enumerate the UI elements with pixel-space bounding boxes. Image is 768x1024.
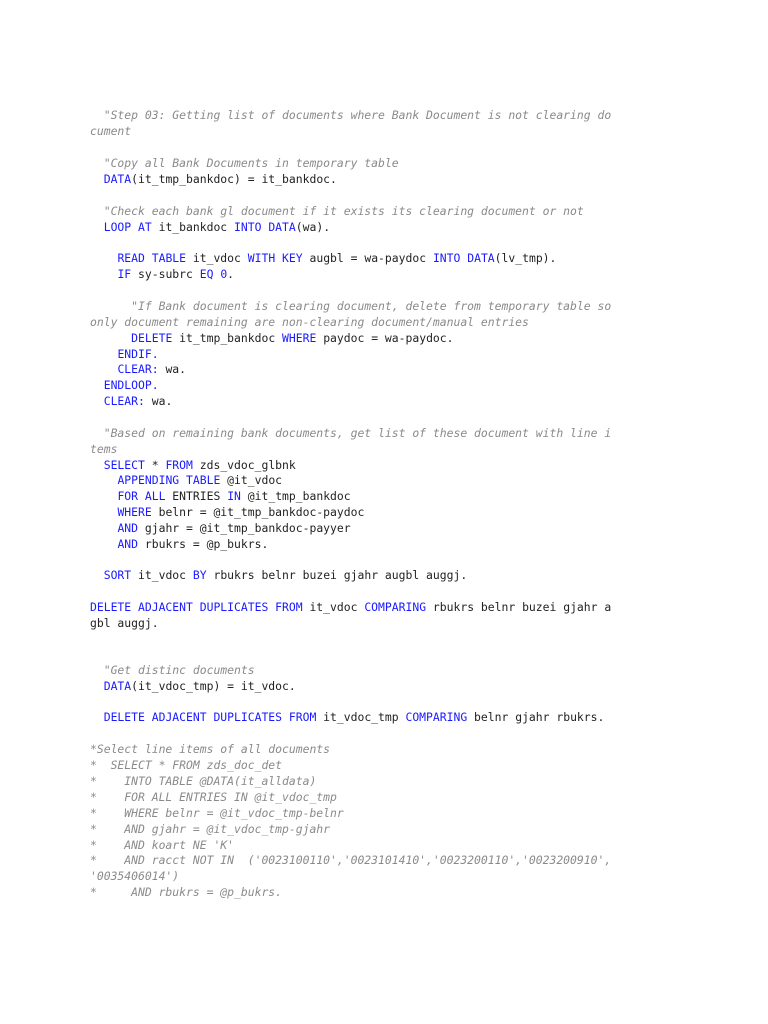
code-keyword: SORT	[103, 568, 132, 582]
code-keyword: IF	[117, 267, 132, 281]
code-line	[90, 678, 296, 694]
code-text	[90, 331, 131, 345]
code-line	[90, 773, 316, 789]
code-text	[90, 362, 117, 376]
code-text: it_vdoc	[186, 251, 248, 265]
code-keyword: DELETE ADJACENT DUPLICATES FROM	[90, 600, 303, 614]
code-text	[90, 458, 104, 472]
code-text: paydoc = wa-paydoc.	[316, 331, 454, 345]
code-keyword: WHERE	[117, 505, 152, 519]
code-text: zds_vdoc_glbnk	[192, 458, 296, 472]
code-text: (it_vdoc_tmp) = it_vdoc.	[131, 679, 296, 693]
code-text	[90, 251, 117, 265]
code-text: belnr gjahr rbukrs.	[467, 710, 605, 724]
code-keyword: WITH KEY	[247, 251, 303, 265]
code-keyword: EQ	[199, 267, 214, 281]
code-keyword: APPENDING TABLE	[117, 473, 221, 487]
code-keyword: IN	[227, 489, 241, 503]
code-comment: "Based on remaining bank documents, get list of these document with line i	[90, 426, 612, 440]
code-text	[90, 679, 104, 693]
code-keyword: READ TABLE	[117, 251, 187, 265]
code-comment: "If Bank document is clearing document, delete from temporary table so	[90, 299, 612, 313]
code-line	[90, 741, 330, 757]
code-text	[90, 505, 117, 519]
code-text	[90, 521, 117, 535]
code-text	[90, 220, 104, 234]
code-line	[90, 314, 529, 330]
code-text: rbukrs belnr buzei gjahr augbl auggj.	[206, 568, 468, 582]
code-number: 0	[220, 267, 228, 281]
code-comment: * FOR ALL ENTRIES IN @it_vdoc_tmp	[90, 790, 337, 804]
code-text: it_vdoc	[302, 600, 365, 614]
code-line	[90, 615, 159, 631]
code-text	[90, 473, 117, 487]
code-keyword: SELECT	[103, 458, 145, 472]
code-keyword: FROM	[165, 458, 193, 472]
code-line	[90, 837, 234, 853]
code-text: ENTRIES	[165, 489, 228, 503]
code-comment: * INTO TABLE @DATA(it_alldata)	[90, 774, 317, 788]
code-text: @it_tmp_bankdoc	[240, 489, 351, 503]
code-comment: only document remaining are non-clearing document/manual entries	[90, 315, 529, 329]
code-text	[90, 172, 104, 186]
code-keyword: ENDIF.	[117, 347, 159, 361]
code-keyword: ENDLOOP.	[103, 378, 159, 392]
code-text	[90, 394, 104, 408]
code-text	[90, 347, 117, 361]
code-keyword: DATA	[103, 679, 132, 693]
code-line	[90, 266, 234, 282]
code-keyword: COMPARING	[405, 710, 468, 724]
code-text: rbukrs belnr buzei gjahr a	[426, 600, 612, 614]
code-text: @it_vdoc	[220, 473, 283, 487]
code-line	[90, 155, 399, 171]
code-text: it_vdoc	[131, 568, 193, 582]
code-text: .	[227, 267, 235, 281]
code-comment: * AND koart NE 'K'	[90, 838, 235, 852]
code-line	[90, 361, 186, 377]
code-text	[90, 537, 117, 551]
code-keyword: CLEAR:	[103, 394, 145, 408]
code-line	[90, 377, 159, 393]
code-line	[90, 805, 344, 821]
code-line	[90, 123, 131, 139]
code-line	[90, 330, 454, 346]
code-text: gjahr = @it_tmp_bankdoc-payyer	[138, 521, 351, 535]
code-text: (wa).	[295, 220, 331, 234]
code-text: sy-subrc	[131, 267, 200, 281]
code-line	[90, 488, 351, 504]
code-comment: "Step 03: Getting list of documents where Bank Document is not clearing do	[90, 108, 612, 122]
code-comment: * WHERE belnr = @it_vdoc_tmp-belnr	[90, 806, 344, 820]
code-line	[90, 757, 282, 773]
code-comment: "Check each bank gl document if it exists its clearing document or not	[90, 204, 584, 218]
code-comment: "Get distinc documents	[90, 663, 255, 677]
code-line	[90, 821, 330, 837]
code-comment: "Copy all Bank Documents in temporary table	[90, 156, 399, 170]
code-keyword: AND	[117, 521, 139, 535]
code-text	[90, 568, 104, 582]
code-keyword: AND	[117, 537, 139, 551]
code-text: belnr = @it_tmp_bankdoc-paydoc	[151, 505, 365, 519]
code-keyword: COMPARING	[364, 600, 427, 614]
code-keyword: INTO DATA	[432, 251, 495, 265]
code-keyword: DELETE ADJACENT DUPLICATES FROM	[103, 710, 317, 724]
code-line	[90, 107, 611, 123]
code-line	[90, 599, 611, 615]
code-comment: tems	[90, 442, 118, 456]
code-line	[90, 457, 296, 473]
code-line	[90, 393, 172, 409]
code-line	[90, 520, 351, 536]
code-line	[90, 298, 611, 314]
code-keyword: FOR ALL	[117, 489, 166, 503]
code-text: it_tmp_bankdoc	[172, 331, 283, 345]
code-comment: '0035406014')	[90, 869, 180, 883]
code-line	[90, 346, 159, 362]
code-text: wa.	[158, 362, 187, 376]
code-line	[90, 536, 268, 552]
code-line	[90, 868, 179, 884]
code-line	[90, 709, 604, 725]
code-line	[90, 219, 330, 235]
code-comment: * AND gjahr = @it_vdoc_tmp-gjahr	[90, 822, 331, 836]
code-line	[90, 567, 467, 583]
code-text: (lv_tmp).	[494, 251, 557, 265]
code-line	[90, 425, 611, 441]
code-text: gbl auggj.	[90, 616, 159, 630]
code-text	[90, 378, 104, 392]
code-line	[90, 203, 584, 219]
code-comment: cument	[90, 124, 132, 138]
code-keyword: INTO DATA	[234, 220, 296, 234]
code-keyword: LOOP AT	[103, 220, 152, 234]
code-line	[90, 789, 337, 805]
code-line	[90, 504, 364, 520]
code-text: (it_tmp_bankdoc) = it_bankdoc.	[131, 172, 337, 186]
code-text: augbl = wa-paydoc	[302, 251, 433, 265]
code-keyword: CLEAR:	[117, 362, 159, 376]
code-line	[90, 171, 337, 187]
code-text	[90, 489, 117, 503]
code-text: it_bankdoc	[151, 220, 235, 234]
code-line	[90, 441, 117, 457]
code-text: rbukrs = @p_bukrs.	[138, 537, 269, 551]
code-comment: *Select line items of all documents	[90, 742, 331, 756]
code-text	[90, 267, 117, 281]
code-line	[90, 852, 611, 868]
code-keyword: WHERE	[282, 331, 317, 345]
code-text: it_vdoc_tmp	[316, 710, 406, 724]
code-comment: * SELECT * FROM zds_doc_det	[90, 758, 283, 772]
code-keyword: DATA	[103, 172, 132, 186]
code-line	[90, 884, 282, 900]
code-text: wa.	[144, 394, 173, 408]
code-text: *	[144, 458, 166, 472]
code-comment: * AND rbukrs = @p_bukrs.	[90, 885, 283, 899]
code-comment: * AND racct NOT IN ('0023100110','0023101410','0023200110','0023200910',	[90, 853, 612, 867]
code-keyword: BY	[192, 568, 207, 582]
code-line	[90, 662, 255, 678]
code-keyword: DELETE	[131, 331, 173, 345]
code-line	[90, 250, 556, 266]
code-text	[90, 710, 104, 724]
code-line	[90, 472, 282, 488]
